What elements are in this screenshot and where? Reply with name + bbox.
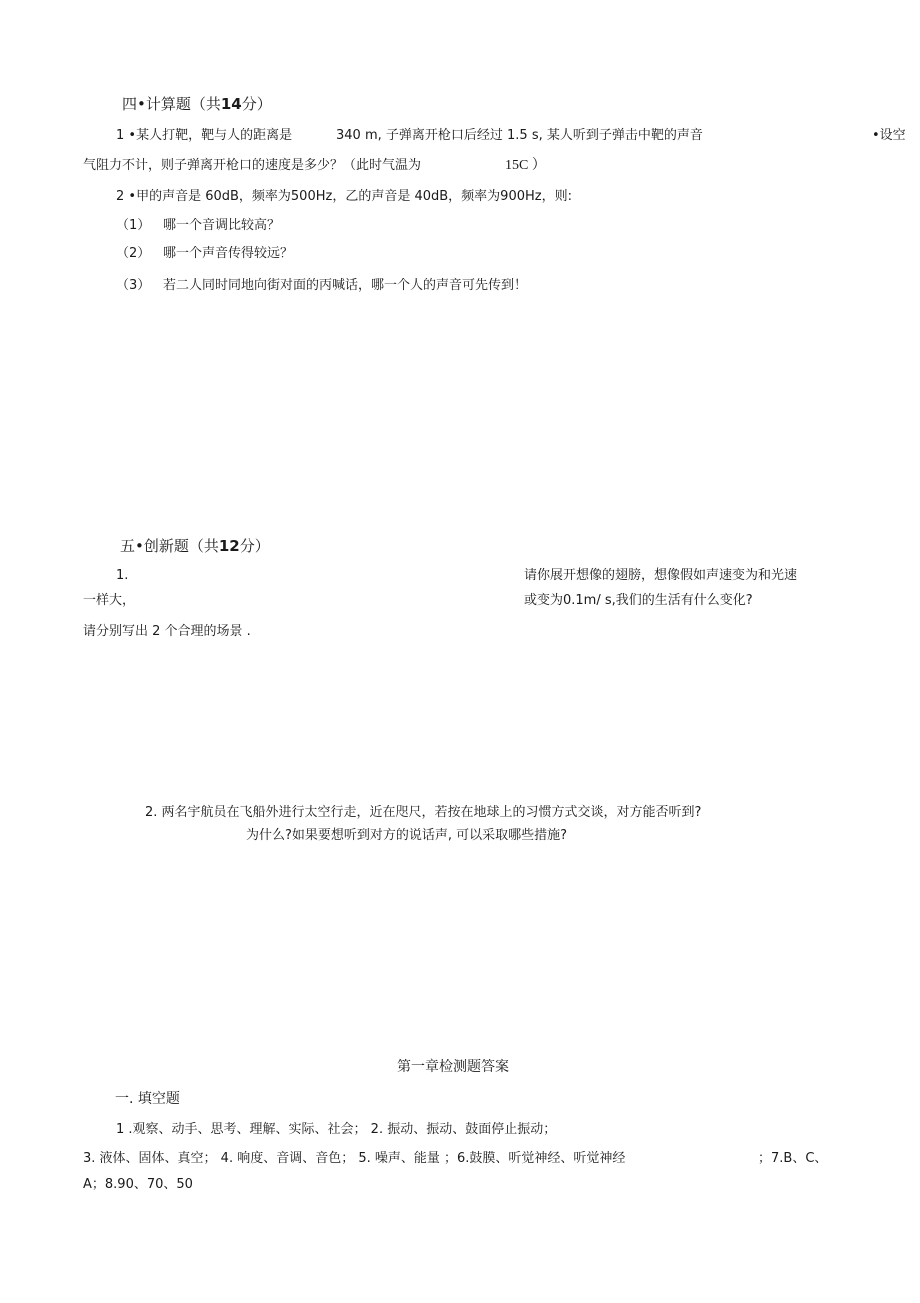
section5-q1-line1-right: 请你展开想像的翅膀，想像假如声速变为和光速: [524, 568, 798, 583]
section5-heading-points: 12: [218, 537, 240, 555]
section4-heading-pre: 四•计算题（共: [122, 95, 221, 113]
answers-line1: 1 .观察、动手、思考、理解、实际、社会； 2. 振动、振动、鼓面停止振动；: [116, 1122, 557, 1137]
section5-heading-post: 分）: [239, 537, 270, 555]
answers-line2-part2: ；7.B、C、: [758, 1151, 828, 1166]
section4-q2-sub3-text: 若二人同时同地向街对面的丙喊话，哪一个人的声音可先传到！: [163, 278, 528, 293]
section4-q2-sub1-text: 哪一个音调比较高？: [163, 218, 281, 233]
section4-q1-line1-part3: •设空: [872, 128, 906, 143]
section5-q2-line2: 为什么?如果要想听到对方的说话声, 可以采取哪些措施?: [246, 828, 568, 843]
section4-q2-sub2-number: （2）: [116, 246, 151, 261]
section5-q2-line1: 2. 两名宇航员在飞船外进行太空行走，近在咫尺，若按在地球上的习惯方式交谈，对方能否听到?: [145, 805, 702, 820]
section5-q1-line2-right: 或变为0.1m/ s,我们的生活有什么变化?: [524, 593, 753, 608]
section4-q2-sub2-text: 哪一个声音传得较远？: [163, 246, 294, 261]
answers-title: 第一章检测题答案: [397, 1059, 509, 1075]
section4-q1-line1-part1: 1 •某人打靶，靶与人的距离是: [116, 128, 293, 143]
answers-part1-heading: 一. 填空题: [115, 1091, 180, 1107]
answers-line3: A；8.90、70、50: [83, 1177, 193, 1192]
section4-heading-points: 14: [220, 95, 242, 113]
section5-q1-line3: 请分别写出 2 个合理的场景 .: [83, 624, 251, 639]
section4-heading-post: 分）: [241, 95, 272, 113]
section4-q1-line2-part1: 气阻力不计，则子弹离开枪口的速度是多少？（此时气温为: [83, 158, 422, 173]
section4-q2-sub3-number: （3）: [116, 278, 151, 293]
section4-q2-sub1-number: （1）: [116, 218, 151, 233]
section5-q1-line2-left: 一样大，: [83, 593, 136, 608]
answers-line2-part1: 3. 液体、固体、真空； 4. 响度、音调、音色； 5. 噪声、能量 ；6.鼓膜、听觉神经、听觉神经: [83, 1151, 626, 1166]
section5-heading: [120, 537, 270, 555]
section5-heading-pre: 五•创新题（共: [120, 537, 219, 555]
section4-q2-stem: 2 •甲的声音是 60dB，频率为500Hz，乙的声音是 40dB，频率为900Hz，则:: [116, 189, 572, 204]
section4-q1-line1-part2: 340 m, 子弹离开枪口后经过 1.5 s, 某人听到子弹击中靶的声音: [336, 128, 703, 143]
section5-q1-number: 1.: [116, 568, 129, 583]
section4-q1-line2-part2: 15C ）: [505, 158, 546, 173]
section4-heading: [122, 95, 272, 113]
